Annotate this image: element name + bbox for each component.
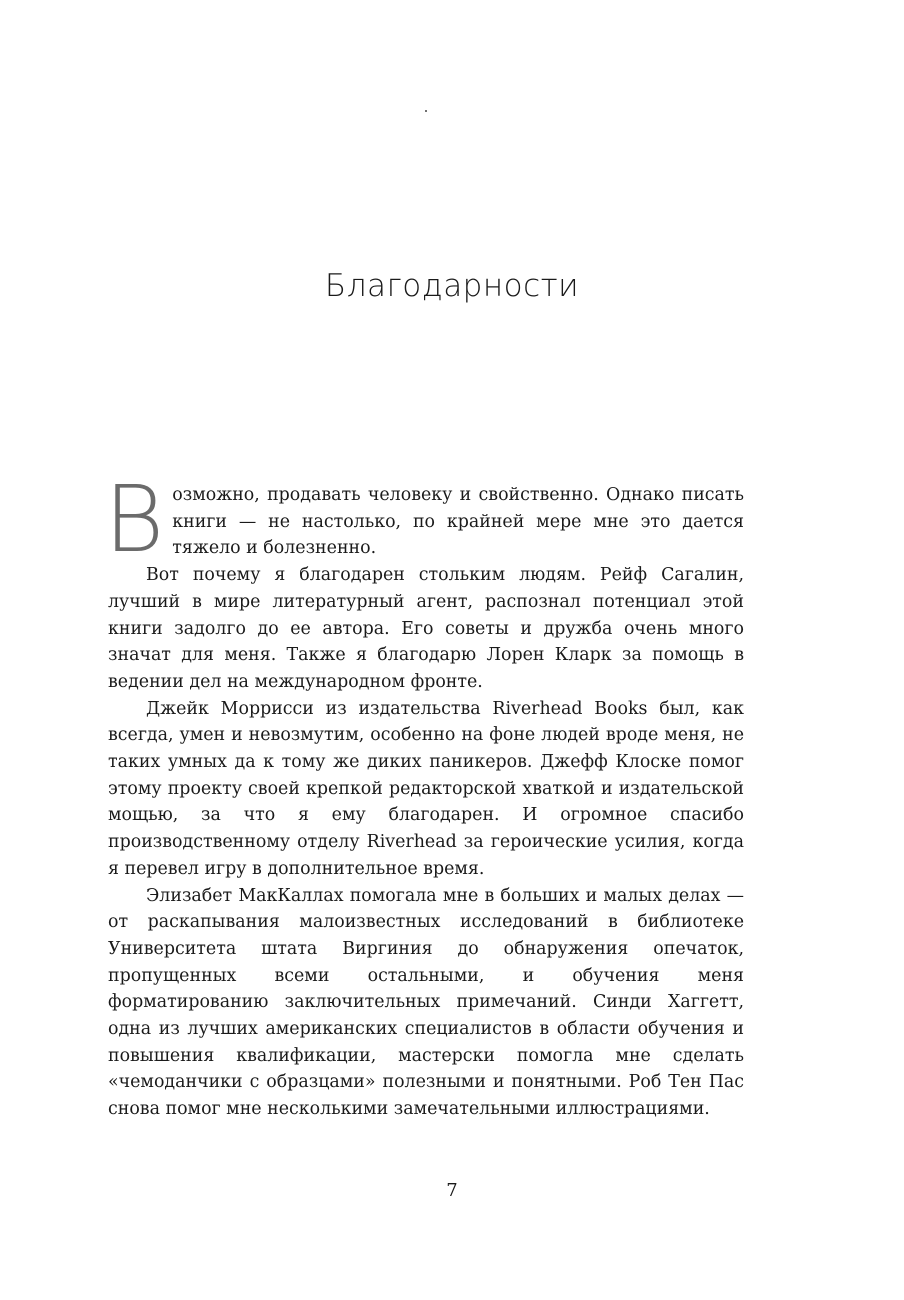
chapter-title: Благодарности xyxy=(324,268,580,304)
top-dot-mark xyxy=(425,110,427,112)
paragraph-1 xyxy=(104,466,744,573)
paragraph-4: Элизабет МакКаллах помогала мне в больших и малых делах — от раскапывания малоизвестных исследований в библиотеке Университета штата Виргиния до обнаружения опечаток, пропущенных всеми остальными, и обучения меня форматированию заключительных примечаний. Синди Хаггетт, одна из лучших американских специалистов в области обучения и повышения квалификации, мастерски помогла мне сделать «чемоданчики с образцами» полезными и понятными. Роб Тен Пас снова помог мне несколькими замечательными иллюстрациями. xyxy=(108,885,744,1120)
paragraph-3: Джейк Моррисси из издательства Riverhead Books был, как всегда, умен и невозмутим, особенно на фоне людей вроде меня, не таких умных да к тому же диких паникеров. Джефф Клоске помог этому проекту своей крепкой редакторской хваткой и издательской мощью, за что я ему благодарен. И огромное спасибо производственному отделу Riverhead за героические усилия, когда я перевел игру в дополнительное время. xyxy=(108,698,744,879)
page-number: 7 xyxy=(446,1180,458,1201)
drop-cap: В xyxy=(104,466,165,573)
paragraph-2: Вот почему я благодарен стольким людям. Рейф Сагалин, лучший в мире литературный агент, распознал потенциал этой книги задолго до ее автора. Его советы и дружба очень много значат для меня. Также я благодарю Лорен Кларк за помощь в ведении дел на международном фронте. xyxy=(108,565,744,692)
paragraph-1-text: озможно, продавать человеку и свойственно. Однако писать книги — не настолько, по крайней мере мне это дается тяжело и болезненно. xyxy=(172,485,744,559)
acknowledgements-text xyxy=(104,466,744,1123)
